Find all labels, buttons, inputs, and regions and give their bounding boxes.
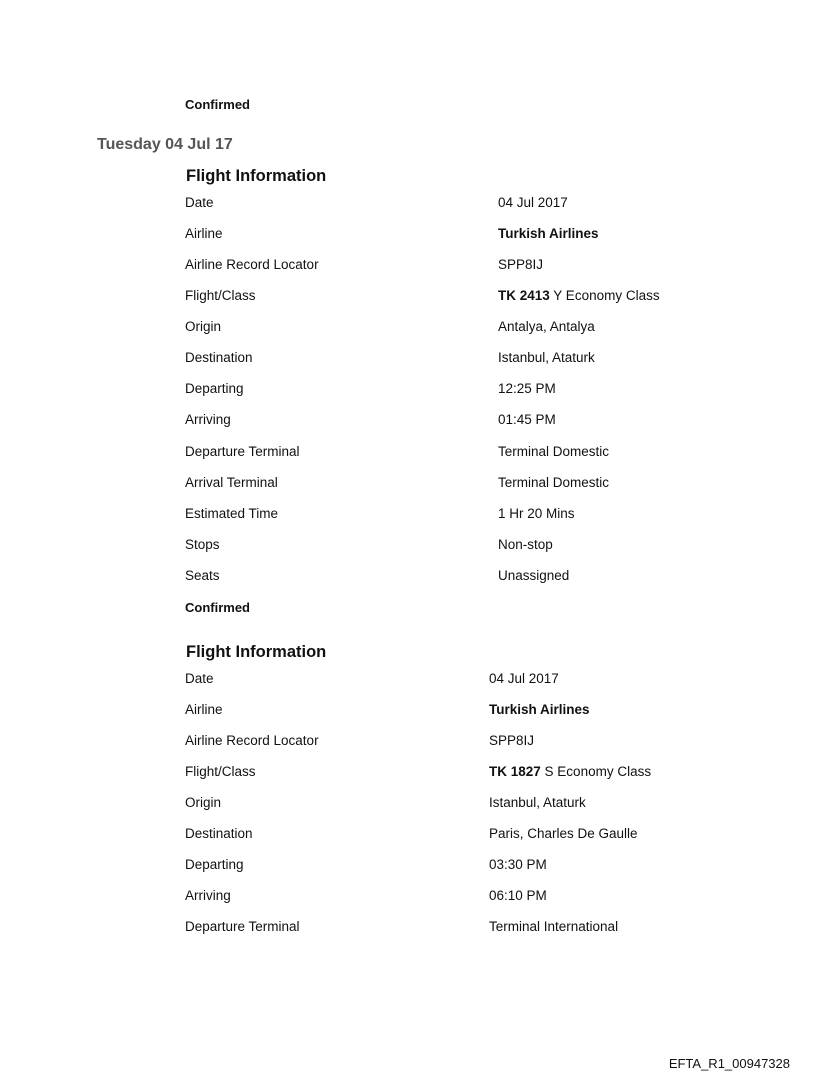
row-value: Unassigned [498,568,570,583]
segment-1-row-origin [0,319,816,339]
segment-2-row-airline [0,702,816,722]
row-label: Origin [185,795,222,810]
fare-class: Y Economy Class [553,288,660,303]
row-value: SPP8IJ [489,733,535,748]
airline-name: Turkish Airlines [498,226,599,241]
document-id: EFTA_R1_00947328 [668,1056,790,1071]
row-label: Arriving [185,412,231,427]
row-label: Arrival Terminal [185,475,278,490]
segment-1-row-record-locator [0,257,816,277]
segment-1-title: Flight Information [186,167,327,185]
row-label: Destination [185,826,253,841]
row-label: Arriving [185,888,231,903]
day-heading: Tuesday 04 Jul 17 [97,136,233,153]
row-label: Stops [185,537,220,552]
row-value: Istanbul, Ataturk [489,795,586,810]
segment-1-row-estimated-time [0,506,816,526]
row-value: 04 Jul 2017 [498,195,568,210]
flight-number: TK 2413 [498,288,550,303]
row-value [498,288,660,303]
row-value [489,764,651,779]
row-label: Flight/Class [185,288,256,303]
row-label: Airline Record Locator [185,257,319,272]
row-value: Paris, Charles De Gaulle [489,826,638,841]
row-value [498,226,599,241]
segment-2-row-destination [0,826,816,846]
segment-2-row-departing [0,857,816,877]
segment-2-row-arriving [0,888,816,908]
row-value: 1 Hr 20 Mins [498,506,575,521]
row-value: Terminal Domestic [498,444,610,459]
row-label: Origin [185,319,222,334]
segment-1-row-flight-class [0,288,816,308]
row-value: 12:25 PM [498,381,556,396]
row-label: Estimated Time [185,506,279,521]
segment-1-row-arrival-terminal [0,475,816,495]
segment-2-row-date [0,671,816,691]
segment-2-title: Flight Information [186,643,327,661]
row-value: Non-stop [498,537,553,552]
row-label: Date [185,195,214,210]
segment-1-row-arriving [0,412,816,432]
segment-2-row-flight-class [0,764,816,784]
row-value: 06:10 PM [489,888,547,903]
segment-1-row-stops [0,537,816,557]
segment-1-row-departing [0,381,816,401]
segment-1-row-departure-terminal [0,444,816,464]
row-label: Flight/Class [185,764,256,779]
row-label: Airline Record Locator [185,733,319,748]
row-value: Terminal Domestic [498,475,610,490]
fare-class: S Economy Class [544,764,652,779]
row-value: Antalya, Antalya [498,319,595,334]
row-label: Date [185,671,214,686]
segment-1-row-seats [0,568,816,588]
row-label: Airline [185,226,223,241]
segment-2-row-departure-terminal [0,919,816,939]
row-value: Istanbul, Ataturk [498,350,595,365]
segment-1-row-destination [0,350,816,370]
top-status: Confirmed [185,97,250,112]
row-value: Terminal International [489,919,619,934]
segment-1-status: Confirmed [185,600,250,615]
row-value [489,702,590,717]
segment-1-row-airline [0,226,816,246]
row-label: Departing [185,381,244,396]
segment-2-row-origin [0,795,816,815]
row-label: Seats [185,568,220,583]
row-label: Departing [185,857,244,872]
segment-1-row-date [0,195,816,215]
airline-name: Turkish Airlines [489,702,590,717]
flight-number: TK 1827 [489,764,541,779]
row-label: Departure Terminal [185,919,300,934]
row-value: 01:45 PM [498,412,556,427]
row-value: 04 Jul 2017 [489,671,559,686]
segment-2-row-record-locator [0,733,816,753]
row-value: 03:30 PM [489,857,547,872]
row-label: Airline [185,702,223,717]
row-value: SPP8IJ [498,257,544,272]
row-label: Destination [185,350,253,365]
row-label: Departure Terminal [185,444,300,459]
